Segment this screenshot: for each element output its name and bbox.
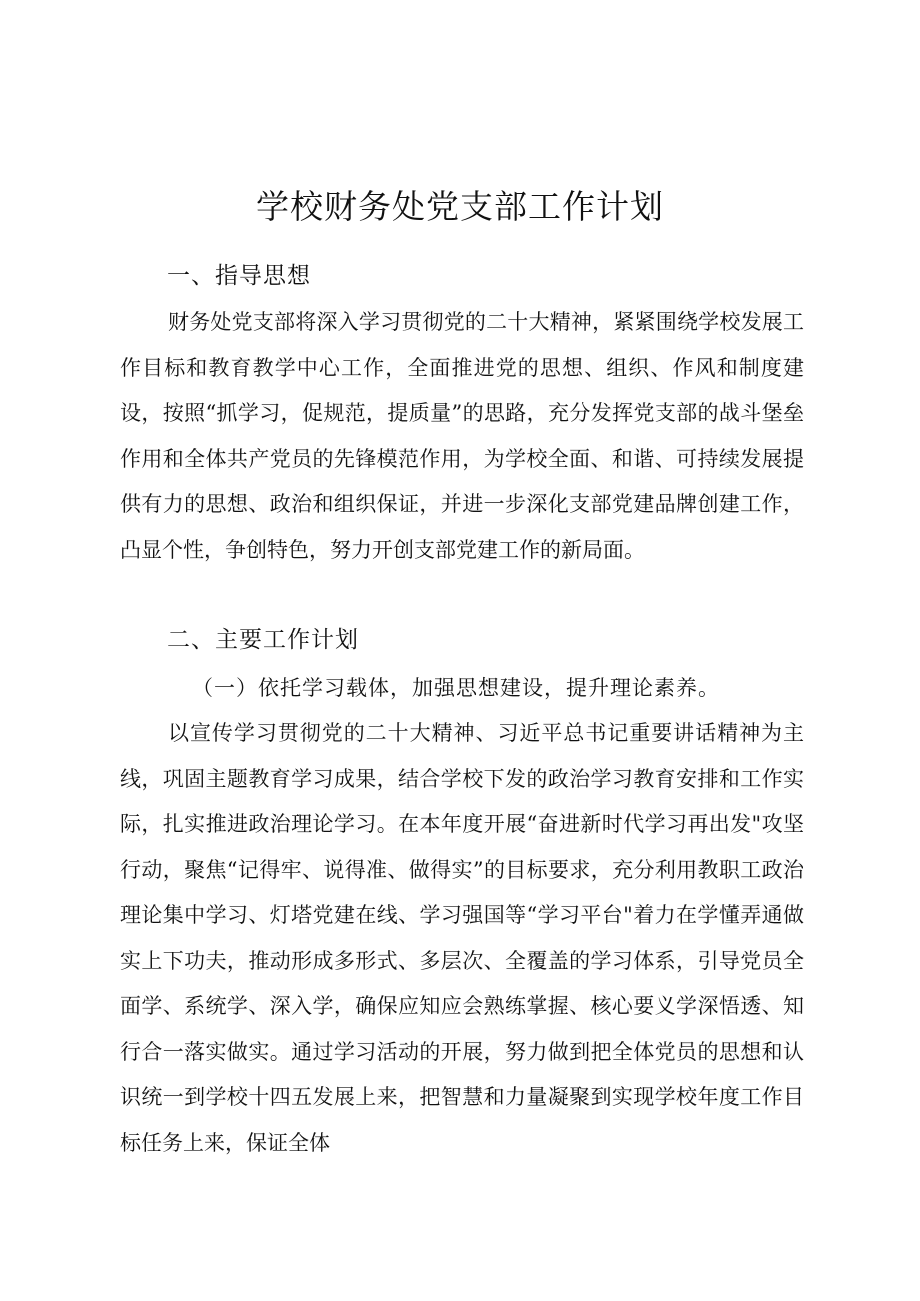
section-paragraph-guiding-thought: 财务处党支部将深入学习贯彻党的二十大精神，紧紧围绕学校发展工作目标和教育教学中心工作，全面推进党的思想、组织、作风和制度建设，按照“抓学习，促规范，提质量”的思路，充分发挥党支部的战斗堡垒作用和全体共产党员的先锋模范作用，为学校全面、和谐、可持续发展提供有力的思想、政治和组织保证，并进一步深化支部党建品牌创建工作，凸显个性，争创特色，努力开创支部党建工作的新局面。 — [120, 310, 804, 562]
subsection-heading-study-carrier: （一）依托学习载体，加强思想建设，提升理论素养。 — [192, 676, 720, 700]
section-heading-guiding-thought: 一、指导思想 — [167, 263, 311, 289]
document-title: 学校财务处党支部工作计划 — [256, 187, 664, 226]
section-heading-main-work-plan: 二、主要工作计划 — [167, 627, 359, 653]
section-paragraph-study-carrier: 以宣传学习贯彻党的二十大精神、习近平总书记重要讲话精神为主线，巩固主题教育学习成果，结合学校下发的政治学习教育安排和工作实际，扎实推进政治理论学习。在本年度开展“奋进新时代学习再出发"攻坚行动，聚焦“记得牢、说得准、做得实”的目标要求，充分利用教职工政治理论集中学习、灯塔党建在线、学习强国等“学习平台"着力在学懂弄通做实上下功夫，推动形成多形式、多层次、全覆盖的学习体系，引导党员全面学、系统学、深入学，确保应知应会熟练掌握、核心要义学深悟透、知行合一落实做实。通过学习活动的开展，努力做到把全体党员的思想和认识统一到学校十四五发展上来，把智慧和力量凝聚到实现学校年度工作目标任务上来，保证全体 — [120, 721, 804, 1155]
